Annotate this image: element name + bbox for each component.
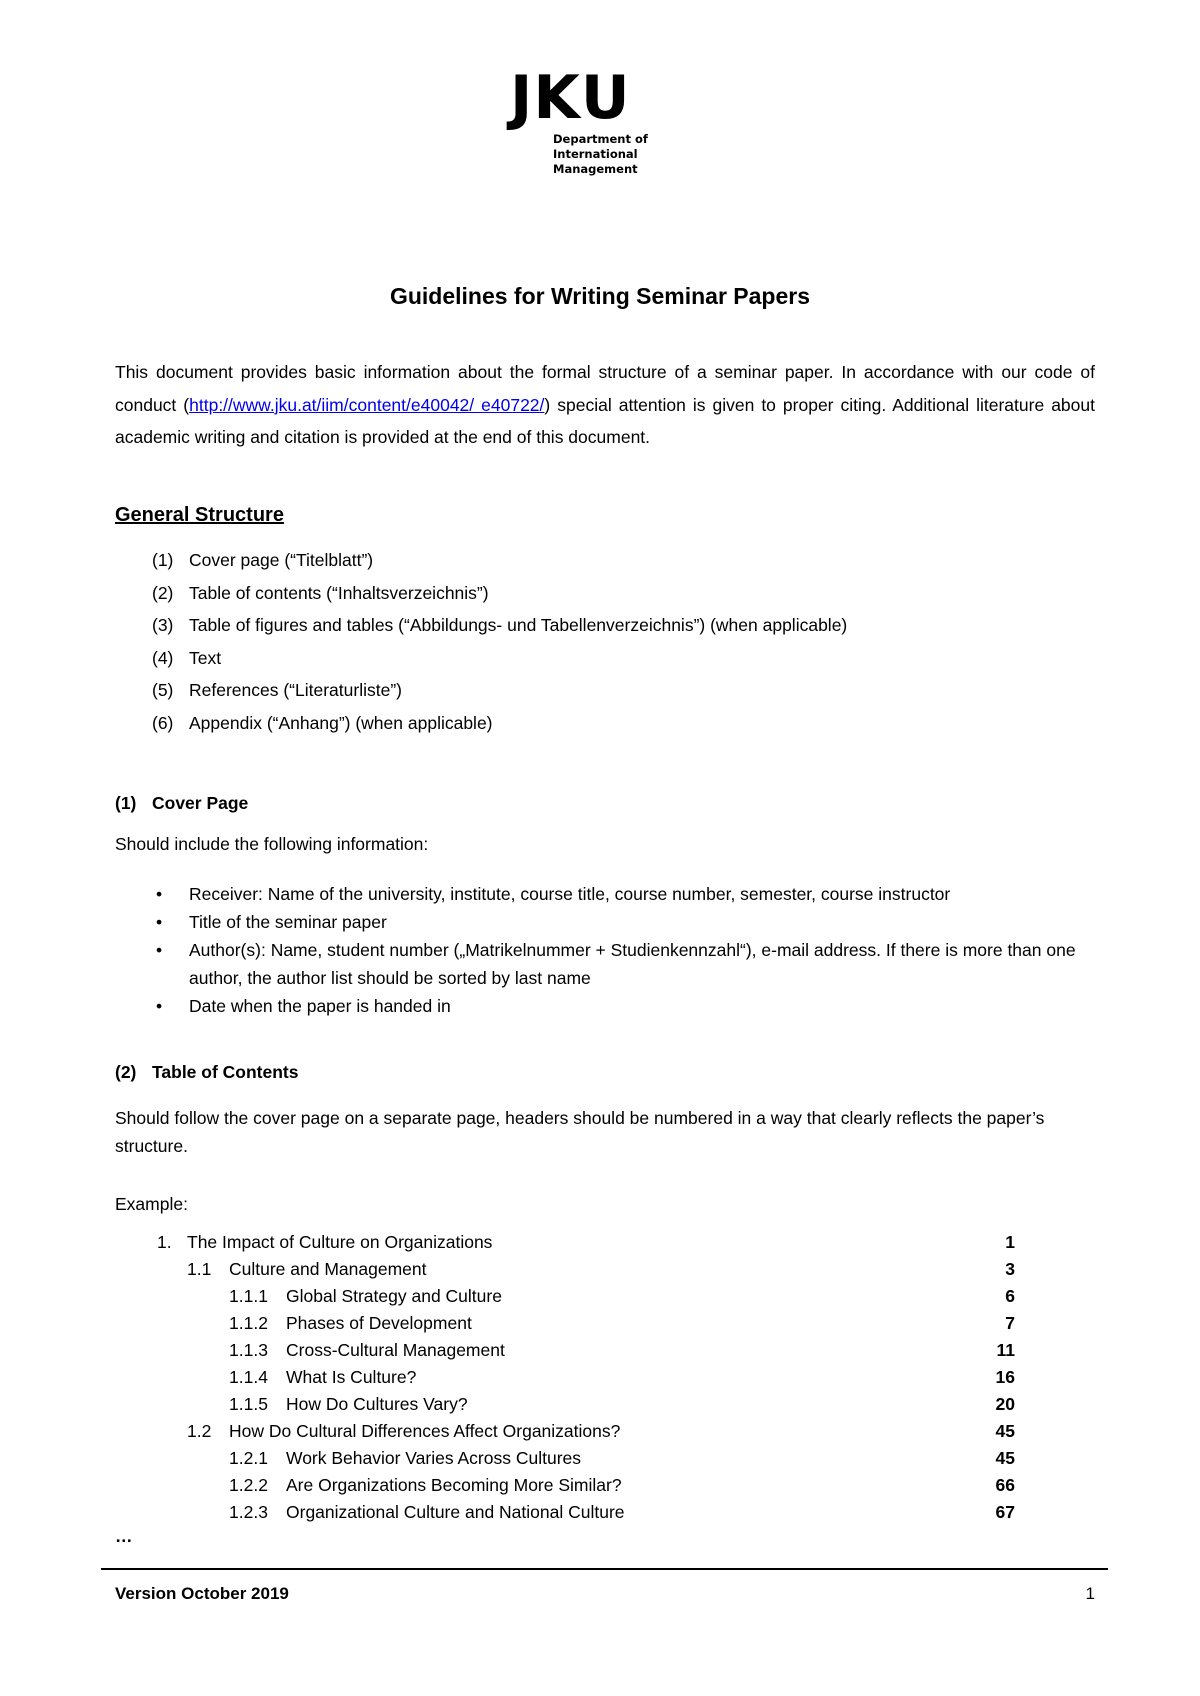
toc-row [115,1232,1015,1259]
toc-number: 1.2.2 [229,1475,268,1495]
list-item [152,550,847,583]
toc-label: How Do Cultural Differences Affect Organizations? [229,1421,621,1441]
bullet-icon: • [156,884,163,904]
footer-version: Version October 2019 [115,1584,289,1603]
toc-row [115,1448,1015,1475]
cover-page-intro: Should include the following information: [115,834,429,854]
toc-number: 1. [157,1232,172,1252]
toc-label: Global Strategy and Culture [286,1286,502,1306]
toc-page: 16 [995,1367,1015,1387]
bullet-item [152,908,1102,936]
toc-number: 1.2.1 [229,1448,268,1468]
toc-number: 1.1.1 [229,1286,268,1306]
toc-label: Organizational Culture and National Culture [286,1502,625,1522]
toc-row [115,1286,1015,1313]
list-text: Table of contents (“Inhaltsverzeichnis”) [189,582,489,603]
toc-number: 1.1.3 [229,1340,268,1360]
logo-department-line: International [553,147,638,161]
toc-page: 66 [995,1475,1015,1495]
list-number: (2) [152,582,174,603]
cover-page-bullets [152,880,1102,1020]
logo-wordmark [510,63,631,133]
toc-page: 20 [995,1394,1015,1414]
toc-page: 3 [1005,1259,1015,1279]
toc-row [115,1502,1015,1529]
toc-label: Phases of Development [286,1313,472,1333]
list-number: (6) [152,712,174,733]
table-of-contents-heading [115,1062,298,1083]
logo-department-line: Management [553,162,638,176]
intro-text-end: ) special attention is given to proper citing. Additional literature about academic writing and citation is provided at the end of this document. [115,394,1095,447]
jku-logo [510,63,710,178]
bullet-icon: • [156,912,163,932]
toc-number: 1.1 [187,1259,212,1279]
section-title: Cover Page [152,793,249,813]
toc-page: 7 [1005,1313,1015,1333]
toc-page: 1 [1005,1232,1015,1252]
bullet-text: Author(s): Name, student number („Matrikelnummer + Studienkennzahl“), e-mail address. If there is more than one author, the author list should be sorted by last name [189,940,1076,988]
toc-number: 1.1.5 [229,1394,268,1414]
bullet-icon: • [156,996,163,1016]
toc-page: 45 [995,1421,1015,1441]
intro-text-start: This document provides basic information about the formal structure of a seminar paper. In accordance with our code of conduct ( [115,362,1095,415]
toc-label: Cross-Cultural Management [286,1340,505,1360]
list-item [152,648,847,681]
bullet-icon: • [156,940,163,960]
toc-number: 1.2.3 [229,1502,268,1522]
structure-list [152,550,847,745]
intro-paragraph [115,356,1095,454]
logo-letter-j: J [510,63,534,133]
list-number: (4) [152,647,174,668]
toc-row [115,1367,1015,1394]
bullet-text: Date when the paper is handed in [189,996,451,1016]
bullet-item [152,936,1102,992]
logo-department [553,132,648,177]
toc-number: 1.1.2 [229,1313,268,1333]
example-label: Example: [115,1194,188,1214]
toc-page: 45 [995,1448,1015,1468]
list-text: Appendix (“Anhang”) (when applicable) [189,712,493,733]
logo-department-line: Department of [553,132,648,146]
bullet-text: Title of the seminar paper [189,912,387,932]
example-toc [115,1232,1015,1529]
toc-label: What Is Culture? [286,1367,417,1387]
logo-letter-u: U [580,63,631,133]
list-item [152,583,847,616]
toc-row [115,1475,1015,1502]
toc-row [115,1259,1015,1286]
code-of-conduct-link[interactable]: http://www.jku.at/iim/content/e40042/ e40722/ [189,394,545,415]
toc-label: How Do Cultures Vary? [286,1394,468,1414]
toc-page: 67 [995,1502,1015,1522]
list-number: (3) [152,615,174,635]
section-number: (2) [115,1062,137,1082]
footer-page-number: 1 [1085,1584,1095,1603]
toc-row [115,1313,1015,1340]
toc-label: Work Behavior Varies Across Cultures [286,1448,582,1468]
toc-page: 11 [996,1340,1015,1360]
bullet-item [152,992,1102,1020]
list-text: Table of figures and tables (“Abbildungs- und Tabellenverzeichnis”) (when applicable) [189,615,848,635]
section-title: Table of Contents [152,1062,299,1082]
logo-letter-k: K [533,63,581,133]
general-structure-heading: General Structure [115,504,284,526]
toc-row [115,1394,1015,1421]
toc-row [115,1340,1015,1367]
toc-row [115,1421,1015,1448]
toc-number: 1.1.4 [229,1367,268,1387]
list-item [152,713,847,746]
bullet-item [152,880,1102,908]
toc-page: 6 [1005,1286,1015,1306]
cover-page-heading [115,793,248,814]
list-text: Text [189,647,222,668]
toc-ellipsis: … [115,1526,133,1546]
list-text: Cover page (“Titelblatt”) [189,550,374,570]
document-title: Guidelines for Writing Seminar Papers [389,283,811,309]
toc-label: Are Organizations Becoming More Similar? [286,1475,622,1495]
list-text: References (“Literaturliste”) [189,680,402,700]
list-number: (5) [152,680,174,700]
table-of-contents-text: Should follow the cover page on a separate page, headers should be numbered in a way that clearly reflects the paper’s structure. [115,1108,1045,1156]
list-number: (1) [152,550,174,570]
footer-divider [101,1568,1108,1570]
list-item [152,615,847,648]
toc-label: The Impact of Culture on Organizations [187,1232,493,1252]
section-number: (1) [115,793,137,813]
list-item [152,680,847,713]
toc-number: 1.2 [187,1421,212,1441]
toc-label: Culture and Management [229,1259,427,1279]
bullet-text: Receiver: Name of the university, institute, course title, course number, semester, course instructor [189,884,951,904]
